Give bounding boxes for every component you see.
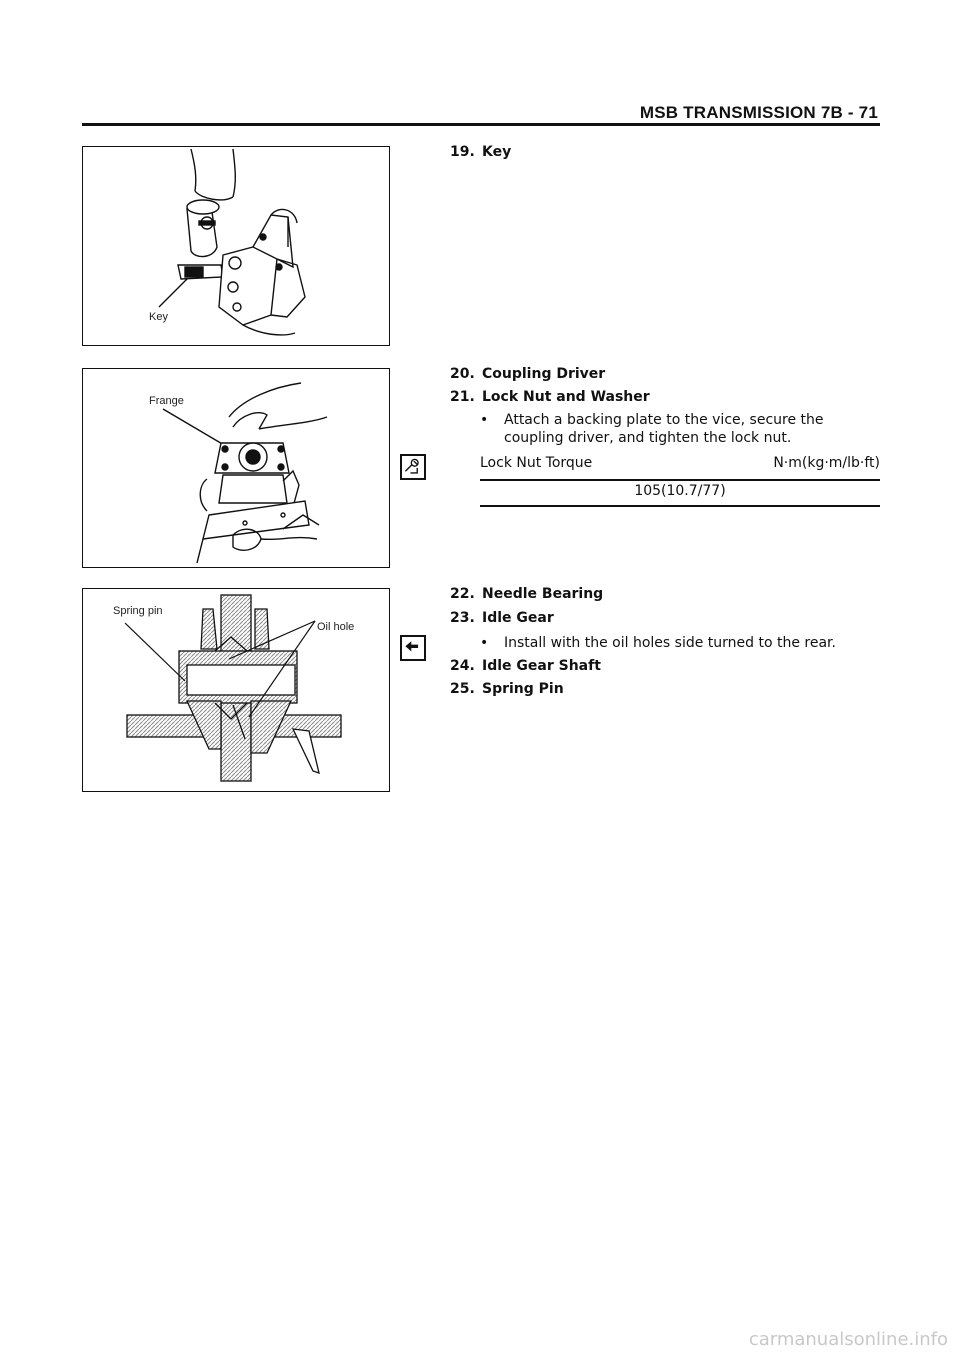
torque-unit: N·m(kg·m/lb·ft)	[773, 455, 880, 471]
step-number: 22.	[450, 586, 475, 602]
bullet-dot: •	[480, 635, 489, 651]
step-title: Idle Gear	[482, 610, 554, 626]
instruction-bullet	[480, 634, 880, 652]
step-title: Idle Gear Shaft	[482, 658, 601, 674]
step-title: Key	[482, 144, 512, 160]
step-item	[450, 658, 601, 674]
torque-wrench-icon	[400, 454, 426, 480]
step-item	[450, 366, 605, 382]
idle-gear-cross-section	[83, 589, 389, 791]
figure-label: Frange	[149, 395, 184, 407]
step-number: 25.	[450, 681, 475, 697]
flange-illustration	[83, 369, 389, 567]
figure-flange	[82, 368, 390, 568]
figure-idle-gear	[82, 588, 390, 792]
figure-label: Oil hole	[317, 621, 355, 633]
step-item	[450, 610, 554, 626]
header-rule	[82, 123, 880, 126]
torque-header-row	[480, 455, 880, 481]
bullet-dot: •	[480, 412, 489, 428]
torque-value-row	[480, 481, 880, 507]
step-number: 21.	[450, 389, 475, 405]
step-title: Spring Pin	[482, 681, 564, 697]
bullet-text: Install with the oil holes side turned to the rear.	[504, 635, 836, 651]
bullet-text: Attach a backing plate to the vice, secure the coupling driver, and tighten the lock nut.	[504, 412, 824, 446]
torque-label: Lock Nut Torque	[480, 455, 593, 471]
step-title: Needle Bearing	[482, 586, 604, 602]
arrow-left-icon	[400, 635, 426, 661]
page-title: MSB TRANSMISSION 7B - 71	[639, 103, 878, 122]
step-number: 24.	[450, 658, 475, 674]
figure-label: Key	[149, 311, 168, 323]
step-number: 20.	[450, 366, 475, 382]
torque-table	[480, 455, 880, 503]
figure-label: Spring pin	[113, 605, 163, 617]
step-title: Lock Nut and Washer	[482, 389, 650, 405]
key-illustration	[83, 147, 389, 345]
step-item	[450, 681, 564, 697]
torque-value: 105(10.7/77)	[634, 483, 726, 499]
instruction-bullet	[480, 411, 880, 447]
step-title: Coupling Driver	[482, 366, 606, 382]
watermark: carmanualsonline.info	[748, 1329, 948, 1350]
step-item	[450, 144, 511, 160]
figure-key	[82, 146, 390, 346]
step-item	[450, 389, 650, 405]
step-number: 19.	[450, 144, 475, 160]
step-number: 23.	[450, 610, 475, 626]
step-item	[450, 586, 603, 602]
